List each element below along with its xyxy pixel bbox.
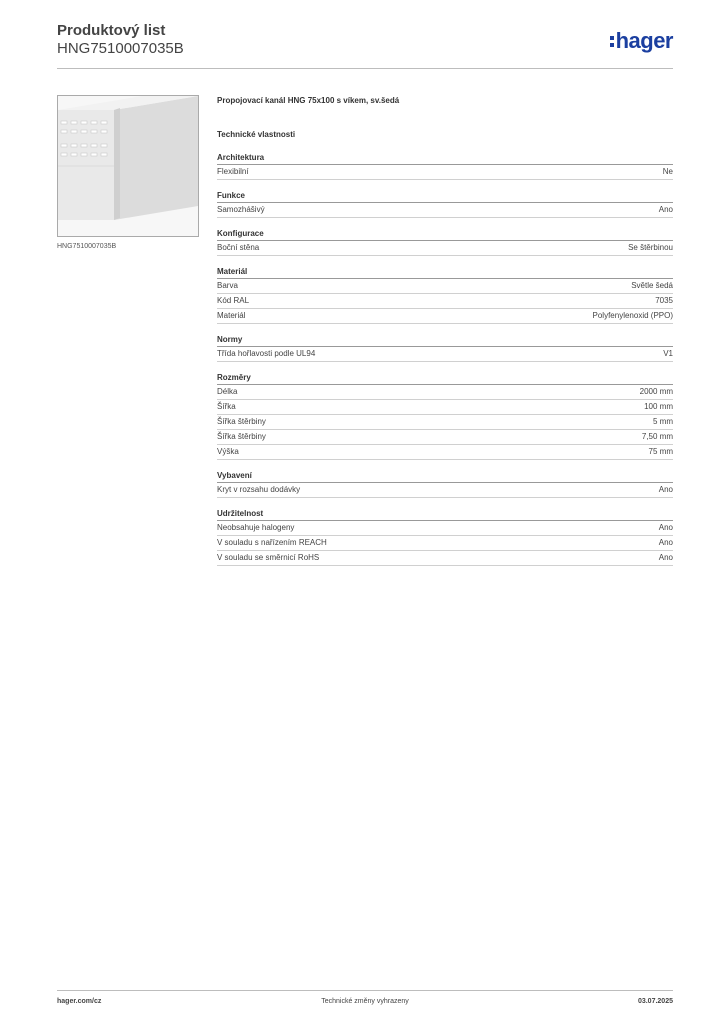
spec-label: Šířka štěrbiny <box>217 417 266 426</box>
spec-value: 7,50 mm <box>641 432 673 441</box>
spec-value: Ano <box>658 538 673 547</box>
page-header <box>57 22 673 58</box>
spec-label: Kód RAL <box>217 296 250 305</box>
spec-section <box>217 152 673 180</box>
product-image <box>57 95 199 237</box>
product-title: Propojovací kanál HNG 75x100 s víkem, sv.šedá <box>217 96 400 105</box>
spec-row <box>217 241 673 256</box>
section-title: Materiál <box>217 266 673 279</box>
spec-value: Ano <box>658 523 673 532</box>
spec-value: Polyfenylenoxid (PPO) <box>592 311 673 320</box>
section-title: Architektura <box>217 152 673 165</box>
spec-row <box>217 521 673 536</box>
spec-label: Výška <box>217 447 239 456</box>
spec-label: Kryt v rozsahu dodávky <box>217 485 301 494</box>
spec-value: Ne <box>662 167 673 176</box>
spec-value: 2000 mm <box>639 387 673 396</box>
spec-section <box>217 266 673 324</box>
spec-value: Se štěrbinou <box>628 243 673 252</box>
spec-label: Flexibilní <box>217 167 249 176</box>
spec-row <box>217 536 673 551</box>
spec-label: Samozhášivý <box>217 205 265 214</box>
section-title: Rozměry <box>217 372 673 385</box>
spec-row <box>217 415 673 430</box>
footer-divider <box>57 990 673 991</box>
spec-value: 100 mm <box>644 402 673 411</box>
spec-label: Materiál <box>217 311 246 320</box>
spec-row <box>217 400 673 415</box>
spec-section <box>217 334 673 362</box>
spec-label: Boční stěna <box>217 243 260 252</box>
spec-label: V souladu s nařízením REACH <box>217 538 327 547</box>
spec-label: Šířka <box>217 402 236 411</box>
footer-website-link[interactable]: hager.com/cz <box>57 998 102 1005</box>
hager-logo[interactable] <box>610 30 673 52</box>
spec-value: V1 <box>663 349 673 358</box>
spec-row <box>217 445 673 460</box>
spec-section <box>217 470 673 498</box>
spec-row <box>217 309 673 324</box>
footer-date: 03.07.2025 <box>637 998 673 1005</box>
spec-label: Třída hořlavosti podle UL94 <box>217 349 316 358</box>
spec-content <box>217 96 673 576</box>
spec-label: Šířka štěrbiny <box>217 432 266 441</box>
spec-label: Neobsahuje halogeny <box>217 523 295 532</box>
spec-row <box>217 551 673 566</box>
tech-properties-heading: Technické vlastnosti <box>217 130 296 139</box>
spec-row <box>217 294 673 309</box>
spec-value: 5 mm <box>653 417 673 426</box>
spec-value: Ano <box>658 553 673 562</box>
logo-text: hager <box>615 28 673 53</box>
spec-row <box>217 165 673 180</box>
image-caption: HNG7510007035B <box>57 243 117 250</box>
product-code: HNG7510007035B <box>57 40 184 57</box>
spec-value: Světle šedá <box>631 281 673 290</box>
cable-duct-illustration <box>58 96 198 236</box>
footer-notice: Technické změny vyhrazeny <box>321 998 409 1005</box>
spec-section <box>217 190 673 218</box>
spec-row <box>217 385 673 400</box>
section-title: Normy <box>217 334 673 347</box>
spec-section <box>217 228 673 256</box>
spec-sections <box>217 152 673 566</box>
section-title: Konfigurace <box>217 228 673 241</box>
section-title: Funkce <box>217 190 673 203</box>
spec-label: Barva <box>217 281 238 290</box>
spec-label: Délka <box>217 387 238 396</box>
spec-row <box>217 203 673 218</box>
section-title: Vybavení <box>217 470 673 483</box>
spec-value: 75 mm <box>648 447 673 456</box>
spec-value: Ano <box>658 485 673 494</box>
logo-mark-icon <box>610 36 614 47</box>
header-divider <box>57 68 673 69</box>
spec-row <box>217 347 673 362</box>
spec-value: Ano <box>658 205 673 214</box>
spec-value: 7035 <box>655 296 673 305</box>
section-title: Udržitelnost <box>217 508 673 521</box>
spec-label: V souladu se směrnicí RoHS <box>217 553 320 562</box>
spec-row <box>217 279 673 294</box>
spec-section <box>217 372 673 460</box>
spec-row <box>217 483 673 498</box>
page-title: Produktový list <box>57 22 166 39</box>
spec-row <box>217 430 673 445</box>
spec-section <box>217 508 673 566</box>
